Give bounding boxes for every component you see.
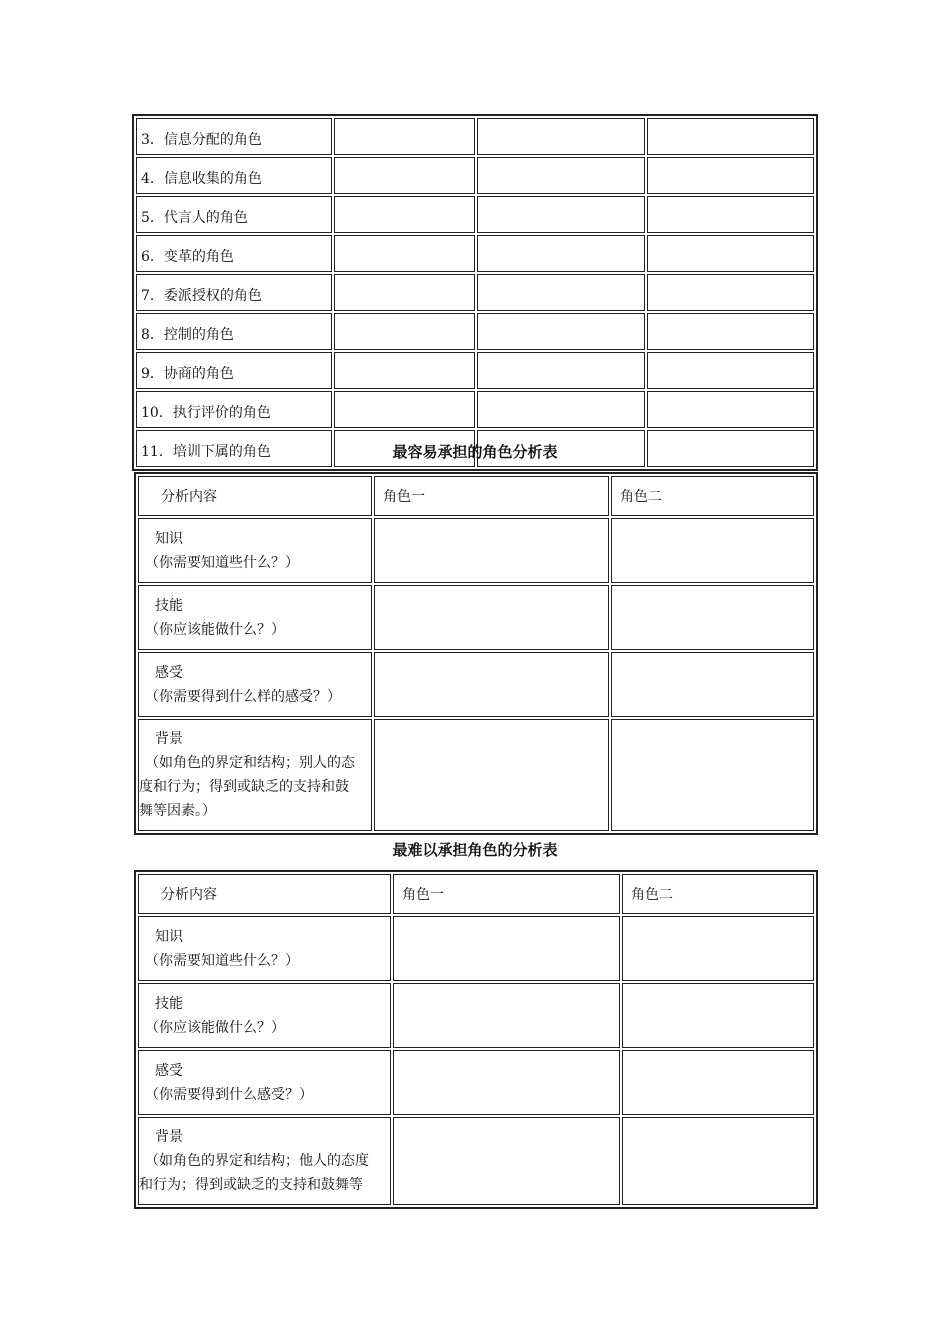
blank-cell <box>393 1050 620 1115</box>
role-label: 7．委派授权的角色 <box>136 274 332 311</box>
skill-cell <box>138 585 372 650</box>
background-cell <box>138 1117 391 1205</box>
feeling-row <box>138 652 814 717</box>
blank-cell <box>477 352 645 389</box>
knowledge-row <box>138 916 814 981</box>
hardest-role-table-title: 最难以承担角色的分析表 <box>392 841 558 859</box>
blank-cell <box>477 235 645 272</box>
skill-row <box>138 585 814 650</box>
knowledge-row <box>138 518 814 583</box>
skill-label: 技能 <box>155 995 183 1012</box>
blank-cell <box>334 196 475 233</box>
feeling-hint: （你需要得到什么感受？） <box>145 1086 313 1103</box>
header-role-two: 角色二 <box>622 874 814 914</box>
blank-cell <box>611 585 814 650</box>
hardest-role-analysis-table <box>134 870 818 1209</box>
header-row <box>138 476 814 516</box>
feeling-cell <box>138 652 372 717</box>
blank-cell <box>647 196 814 233</box>
header-row <box>138 874 814 914</box>
skill-label: 技能 <box>155 597 183 614</box>
blank-cell <box>622 916 814 981</box>
header-analysis-content: 分析内容 <box>138 476 372 516</box>
background-hint-line: 舞等因素。） <box>139 803 216 819</box>
blank-cell <box>611 652 814 717</box>
blank-cell <box>611 518 814 583</box>
blank-cell <box>611 719 814 831</box>
header-role-two: 角色二 <box>611 476 814 516</box>
header-role-one: 角色一 <box>393 874 620 914</box>
background-hint-line: 度和行为；得到或缺乏的支持和鼓 <box>139 779 349 795</box>
role-label: 8．控制的角色 <box>136 313 332 350</box>
table-row <box>136 274 814 311</box>
role-label: 5．代言人的角色 <box>136 196 332 233</box>
background-hint-line: （如角色的界定和结构；别人的态 <box>145 755 355 771</box>
skill-hint: （你应该能做什么？） <box>145 621 285 638</box>
table-row <box>136 313 814 350</box>
feeling-label: 感受 <box>155 664 183 681</box>
knowledge-cell <box>138 518 372 583</box>
background-cell <box>138 719 372 831</box>
blank-cell <box>647 313 814 350</box>
feeling-row <box>138 1050 814 1115</box>
table-row <box>136 118 814 155</box>
role-label: 6．变革的角色 <box>136 235 332 272</box>
role-label: 11．培训下属的角色 <box>136 430 332 467</box>
blank-cell <box>334 157 475 194</box>
background-hint-line: （如角色的界定和结构；他人的态度 <box>145 1153 369 1169</box>
background-row <box>138 719 814 831</box>
table-row <box>136 157 814 194</box>
knowledge-hint: （你需要知道些什么？） <box>145 554 299 571</box>
blank-cell <box>374 518 609 583</box>
background-label: 背景 <box>155 1129 183 1145</box>
background-hint-line: 和行为；得到或缺乏的支持和鼓舞等 <box>139 1177 363 1193</box>
role-label: 10．执行评价的角色 <box>136 391 332 428</box>
blank-cell <box>334 118 475 155</box>
skill-hint: （你应该能做什么？） <box>145 1019 285 1036</box>
blank-cell <box>393 916 620 981</box>
easiest-role-analysis-table <box>134 472 818 835</box>
role-label: 3．信息分配的角色 <box>136 118 332 155</box>
blank-cell <box>334 235 475 272</box>
easiest-role-table-title: 最容易承担的角色分析表 <box>392 443 558 461</box>
skill-cell <box>138 983 391 1048</box>
role-label: 9．协商的角色 <box>136 352 332 389</box>
blank-cell <box>374 719 609 831</box>
blank-cell <box>334 352 475 389</box>
knowledge-label: 知识 <box>155 928 183 945</box>
blank-cell <box>477 118 645 155</box>
background-row <box>138 1117 814 1205</box>
blank-cell <box>647 235 814 272</box>
blank-cell <box>647 118 814 155</box>
table-row <box>136 391 814 428</box>
blank-cell <box>393 1117 620 1205</box>
knowledge-cell <box>138 916 391 981</box>
blank-cell <box>374 585 609 650</box>
header-analysis-content: 分析内容 <box>138 874 391 914</box>
skill-row <box>138 983 814 1048</box>
blank-cell <box>477 313 645 350</box>
role-label: 4．信息收集的角色 <box>136 157 332 194</box>
blank-cell <box>622 1117 814 1205</box>
feeling-hint: （你需要得到什么样的感受？） <box>145 688 341 705</box>
blank-cell <box>334 274 475 311</box>
blank-cell <box>647 391 814 428</box>
blank-cell <box>477 157 645 194</box>
blank-cell <box>477 391 645 428</box>
background-label: 背景 <box>155 731 183 747</box>
table-row <box>136 235 814 272</box>
knowledge-label: 知识 <box>155 530 183 547</box>
blank-cell <box>647 157 814 194</box>
blank-cell <box>477 196 645 233</box>
header-role-one: 角色一 <box>374 476 609 516</box>
role-checklist-table <box>132 114 818 471</box>
blank-cell <box>622 1050 814 1115</box>
feeling-label: 感受 <box>155 1062 183 1079</box>
feeling-cell <box>138 1050 391 1115</box>
blank-cell <box>374 652 609 717</box>
blank-cell <box>477 274 645 311</box>
blank-cell <box>622 983 814 1048</box>
blank-cell <box>334 391 475 428</box>
table-row <box>136 196 814 233</box>
blank-cell <box>647 352 814 389</box>
blank-cell <box>334 313 475 350</box>
table-row <box>136 352 814 389</box>
blank-cell <box>393 983 620 1048</box>
blank-cell <box>647 274 814 311</box>
knowledge-hint: （你需要知道些什么？） <box>145 952 299 969</box>
